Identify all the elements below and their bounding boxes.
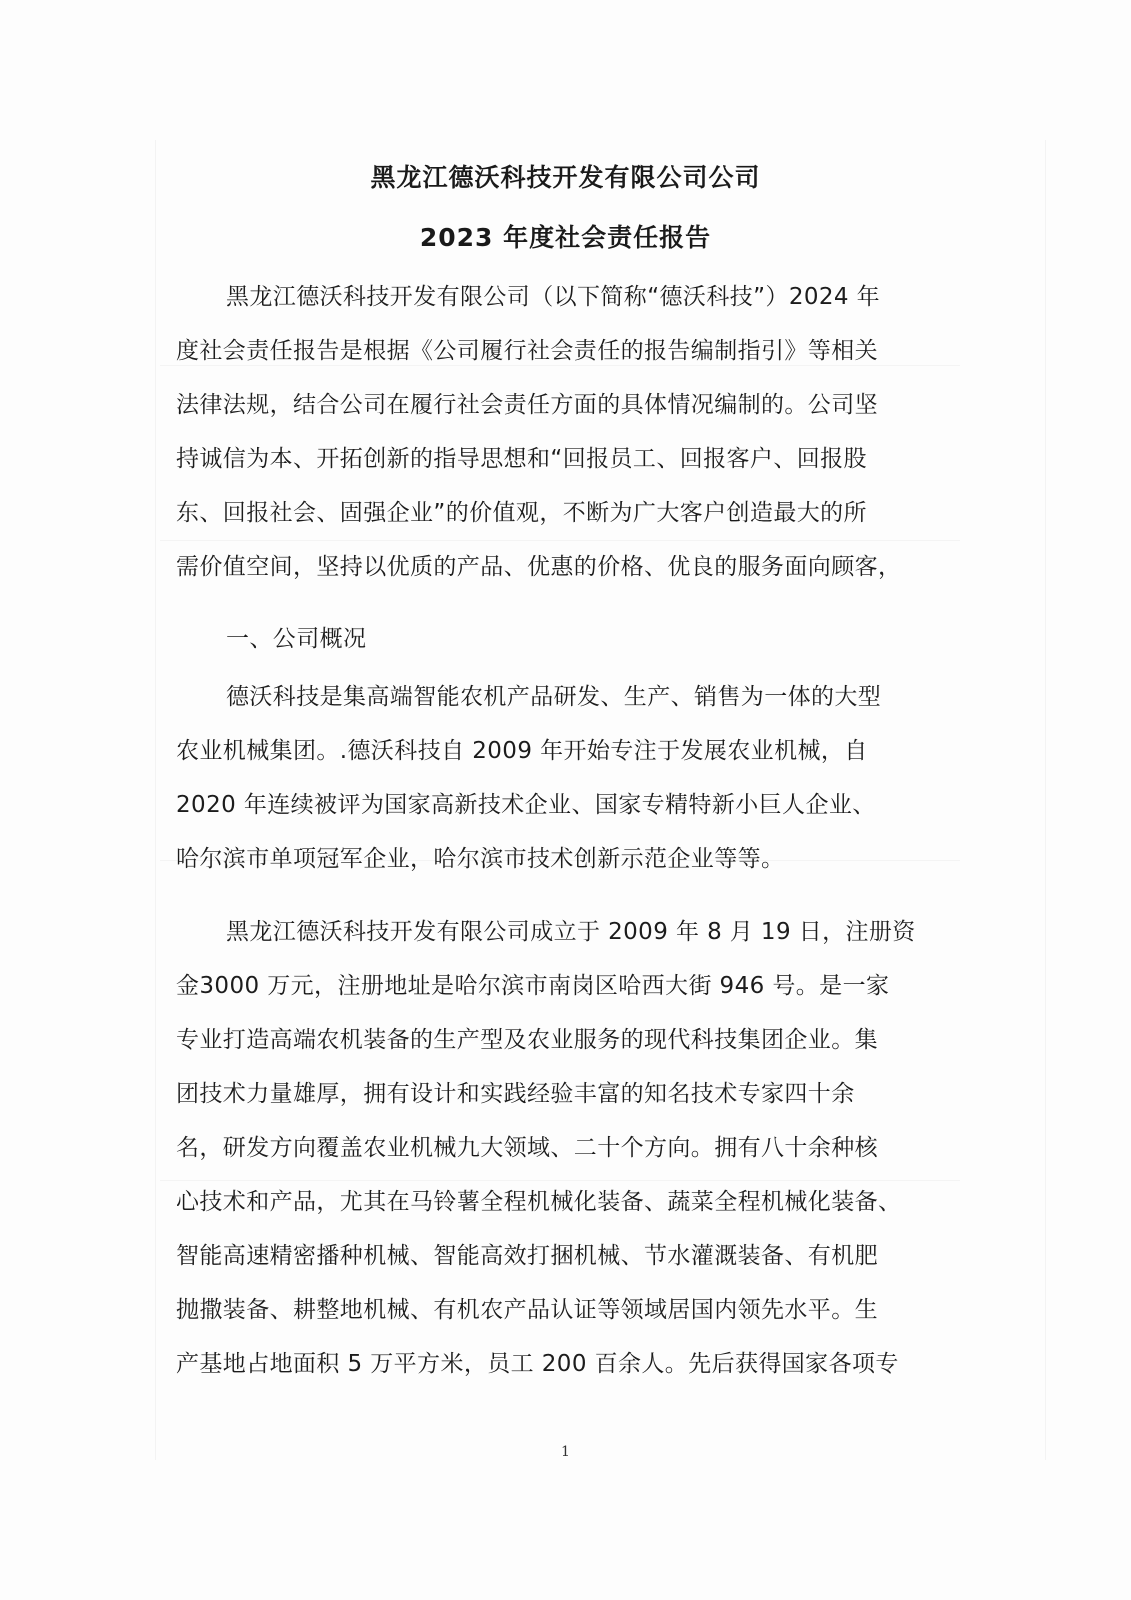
text-line: 心技术和产品，尤其在马铃薯全程机械化装备、蔬菜全程机械化装备、 [176, 1189, 902, 1215]
text-line: 黑龙江德沃科技开发有限公司成立于 2009 年 8 月 19 日，注册资 [226, 919, 916, 945]
document-subtitle: 2023 年度社会责任报告 [419, 223, 712, 252]
text-line: 产基地占地面积 5 万平方米，员工 200 百余人。先后获得国家各项专 [176, 1351, 899, 1377]
section-heading: 一、公司概况 [226, 626, 367, 652]
section-heading-block [176, 612, 956, 666]
text-line: 持诚信为本、开拓创新的指导思想和“回报员工、回报客户、回报股 [176, 446, 867, 472]
scan-artifact [1045, 140, 1046, 1460]
text-line: 黑龙江德沃科技开发有限公司（以下简称“德沃科技”）2024 年 [226, 284, 881, 310]
text-line: 东、回报社会、固强企业”的价值观，不断为广大客户创造最大的所 [176, 500, 867, 526]
text-line: 团技术力量雄厚，拥有设计和实践经验丰富的知名技术专家四十余 [176, 1081, 855, 1107]
text-line: 抛撒装备、耕整地机械、有机农产品认证等领域居国内领先水平。生 [176, 1297, 878, 1323]
text-line: 农业机械集团。.德沃科技自 2009 年开始专注于发展农业机械，自 [176, 738, 868, 764]
text-line: 需价值空间，坚持以优质的产品、优惠的价格、优良的服务面向顾客， [176, 554, 902, 580]
text-line: 2020 年连续被评为国家高新技术企业、国家专精特新小巨人企业、 [176, 792, 876, 818]
text-line: 名，研发方向覆盖农业机械九大领域、二十个方向。拥有八十余种核 [176, 1135, 878, 1161]
text-line: 度社会责任报告是根据《公司履行社会责任的报告编制指引》等相关 [176, 338, 878, 364]
paragraph-intro [176, 270, 956, 594]
scan-artifact [155, 140, 156, 1460]
text-line: 德沃科技是集高端智能农机产品研发、生产、销售为一体的大型 [226, 684, 882, 710]
text-line: 智能高速精密播种机械、智能高效打捆机械、节水灌溉装备、有机肥 [176, 1243, 878, 1269]
paragraph-overview [176, 670, 956, 886]
text-line: 专业打造高端农机装备的生产型及农业服务的现代科技集团企业。集 [176, 1027, 878, 1053]
paragraph-company-details [176, 905, 956, 1391]
text-line: 哈尔滨市单项冠军企业，哈尔滨市技术创新示范企业等等。 [176, 846, 785, 872]
page-number: 1 [561, 1444, 570, 1460]
text-line: 金3000 万元，注册地址是哈尔滨市南岗区哈西大街 946 号。是一家 [176, 973, 890, 999]
text-line: 法律法规，结合公司在履行社会责任方面的具体情况编制的。公司坚 [176, 392, 878, 418]
document-title: 黑龙江德沃科技开发有限公司公司 [370, 163, 761, 192]
